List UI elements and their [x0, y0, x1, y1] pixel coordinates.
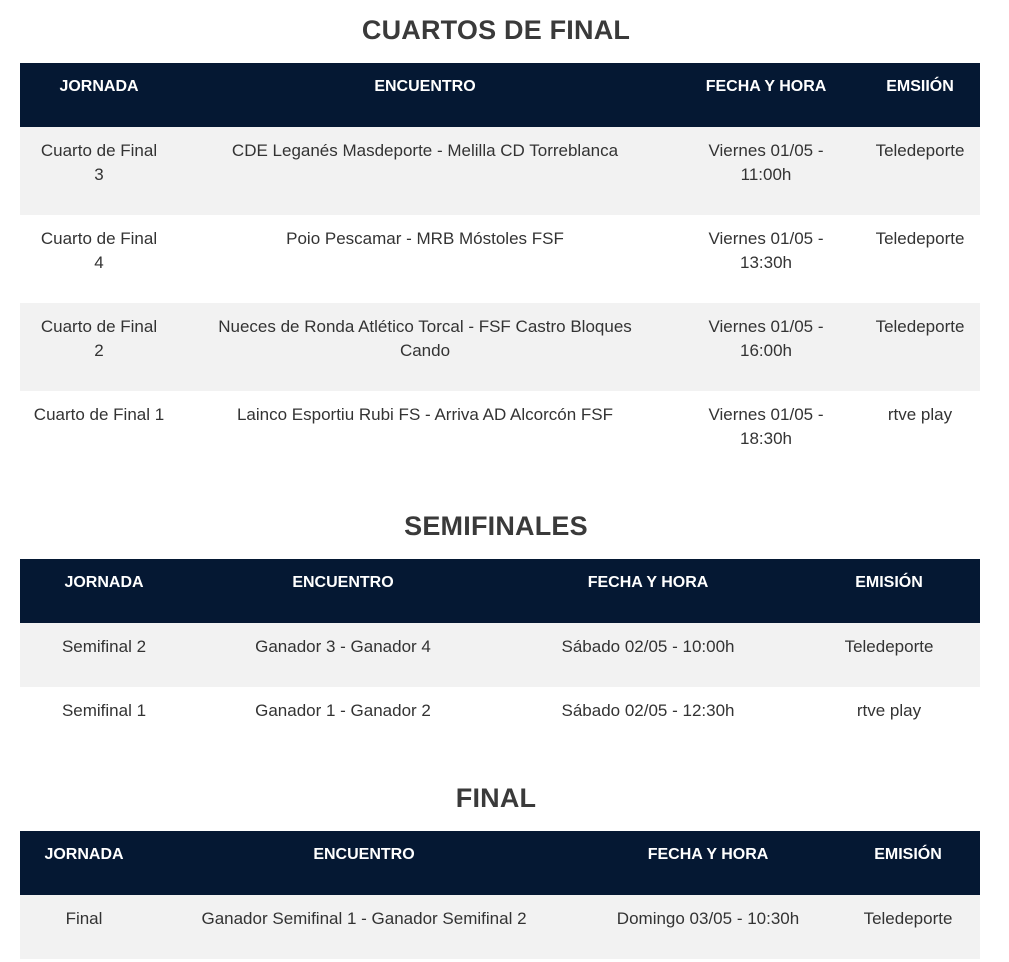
- header-encuentro: ENCUENTRO: [188, 559, 498, 623]
- cell-emision: Teledeporte: [798, 623, 980, 687]
- table-row: [20, 895, 980, 959]
- cell-encuentro: Ganador 1 - Ganador 2: [188, 687, 498, 751]
- header-emision: EMISIÓN: [836, 831, 980, 895]
- header-emision: EMISIÓN: [798, 559, 980, 623]
- table-row: [20, 391, 980, 479]
- cell-fecha-hora: Sábado 02/05 - 10:00h: [498, 623, 798, 687]
- cell-encuentro: Nueces de Ronda Atlético Torcal - FSF Castro Bloques Cando: [178, 303, 672, 391]
- section-title-final: FINAL: [455, 783, 537, 813]
- cell-jornada: Cuarto de Final 4: [20, 215, 178, 303]
- header-emision: EMSIIÓN: [860, 63, 980, 127]
- cell-encuentro: Poio Pescamar - MRB Móstoles FSF: [178, 215, 672, 303]
- cell-jornada: Semifinal 2: [20, 623, 188, 687]
- cell-jornada: Semifinal 1: [20, 687, 188, 751]
- cell-fecha-hora: Domingo 03/05 - 10:30h: [580, 895, 836, 959]
- table-row: [20, 215, 980, 303]
- header-jornada: JORNADA: [20, 831, 148, 895]
- table-header-row: [20, 559, 980, 623]
- cell-emision: Teledeporte: [860, 127, 980, 215]
- cell-encuentro: Ganador Semifinal 1 - Ganador Semifinal 2: [148, 895, 580, 959]
- section-title-quarterfinals: CUARTOS DE FINAL: [361, 15, 631, 45]
- header-fecha-hora: FECHA Y HORA: [580, 831, 836, 895]
- final-table: [20, 831, 980, 959]
- cell-jornada: Final: [20, 895, 148, 959]
- table-row: [20, 623, 980, 687]
- cell-fecha-hora: Viernes 01/05 - 13:30h: [672, 215, 860, 303]
- cell-emision: rtve play: [798, 687, 980, 751]
- table-row: [20, 687, 980, 751]
- semifinals-table: [20, 559, 980, 751]
- table-header-row: [20, 63, 980, 127]
- cell-encuentro: CDE Leganés Masdeporte - Melilla CD Torreblanca: [178, 127, 672, 215]
- header-jornada: JORNADA: [20, 63, 178, 127]
- cell-fecha-hora: Viernes 01/05 - 16:00h: [672, 303, 860, 391]
- header-fecha-hora: FECHA Y HORA: [498, 559, 798, 623]
- header-encuentro: ENCUENTRO: [178, 63, 672, 127]
- cell-jornada: Cuarto de Final 3: [20, 127, 178, 215]
- cell-emision: rtve play: [860, 391, 980, 479]
- table-row: [20, 127, 980, 215]
- cell-fecha-hora: Sábado 02/05 - 12:30h: [498, 687, 798, 751]
- header-jornada: JORNADA: [20, 559, 188, 623]
- header-fecha-hora: FECHA Y HORA: [672, 63, 860, 127]
- table-row: [20, 303, 980, 391]
- cell-jornada: Cuarto de Final 2: [20, 303, 178, 391]
- cell-fecha-hora: Viernes 01/05 - 18:30h: [672, 391, 860, 479]
- header-encuentro: ENCUENTRO: [148, 831, 580, 895]
- cell-emision: Teledeporte: [860, 303, 980, 391]
- cell-emision: Teledeporte: [860, 215, 980, 303]
- cell-encuentro: Ganador 3 - Ganador 4: [188, 623, 498, 687]
- cell-emision: Teledeporte: [836, 895, 980, 959]
- cell-encuentro: Lainco Esportiu Rubi FS - Arriva AD Alcorcón FSF: [178, 391, 672, 479]
- section-title-semifinals: SEMIFINALES: [404, 511, 588, 541]
- cell-jornada: Cuarto de Final 1: [20, 391, 178, 479]
- table-header-row: [20, 831, 980, 895]
- quarterfinals-table: [20, 63, 980, 479]
- cell-fecha-hora: Viernes 01/05 - 11:00h: [672, 127, 860, 215]
